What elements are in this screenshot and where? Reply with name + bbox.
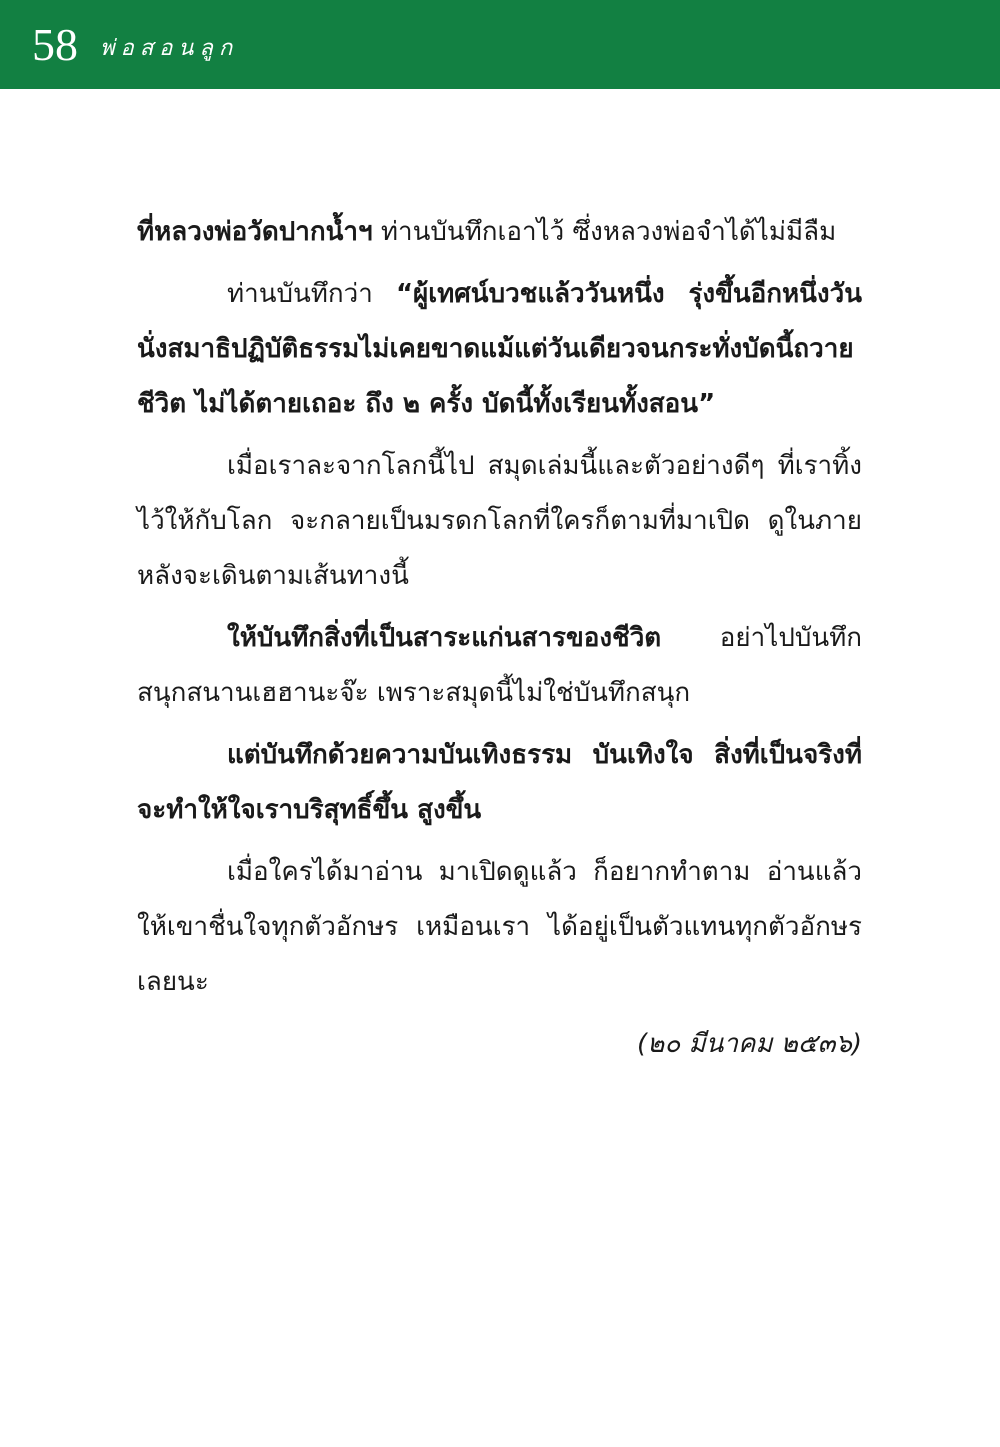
paragraph-6 xyxy=(137,845,862,1010)
paragraph-5-bold: แต่บันทึกด้วยความบันเทิงธรรม บันเทิงใจ สิ่งที่เป็นจริงที่จะทำให้ใจเราบริสุทธิ์ขึ้น สูงขึ้น xyxy=(137,740,862,825)
paragraph-5 xyxy=(137,728,862,838)
paragraph-4-text: อย่าไปบันทึกสนุกสนานเฮฮานะจ๊ะ เพราะสมุดนี้ไม่ใช่บันทึกสนุก xyxy=(137,623,862,708)
paragraph-4-bold: ให้บันทึกสิ่งที่เป็นสาระแก่นสารของชีวิต xyxy=(227,623,662,653)
body-text xyxy=(137,205,862,1079)
page-number: 58 xyxy=(32,18,78,70)
paragraph-1-bold: ที่หลวงพ่อวัดปากน้ำฯ xyxy=(137,217,373,247)
paragraph-2-quote: “ผู้เทศน์บวชแล้ววันหนึ่ง รุ่งขึ้นอีกหนึ่งวันนั่งสมาธิปฏิบัติธรรมไม่เคยขาดแม้แต่วันเดียวจนกระทั่งบัดนี้ถวายชีวิต ไม่ได้ตายเถอะ ถึง ๒ ครั้ง บัดนี้ทั้งเรียนทั้งสอน” xyxy=(137,279,862,419)
paragraph-2 xyxy=(137,267,862,432)
paragraph-1 xyxy=(137,205,862,260)
paragraph-3-text: เมื่อเราละจากโลกนี้ไป สมุดเล่มนี้และตัวอย่างดีๆ ที่เราทิ้งไว้ให้กับโลก จะกลายเป็นมรดกโลกที่ใครก็ตามที่มาเปิด ดูในภายหลังจะเดินตามเส้นทางนี้ xyxy=(137,451,862,591)
paragraph-4 xyxy=(137,611,862,721)
paragraph-6-text: เมื่อใครได้มาอ่าน มาเปิดดูแล้ว ก็อยากทำตาม อ่านแล้วให้เขาชื่นใจทุกตัวอักษร เหมือนเรา ได้อยู่เป็นตัวแทนทุกตัวอักษรเลยนะ xyxy=(137,857,862,997)
paragraph-2-text: ท่านบันทึกว่า xyxy=(227,279,396,309)
paragraph-3 xyxy=(137,439,862,604)
date-line: (๒๐ มีนาคม ๒๕๓๖) xyxy=(637,1029,862,1059)
paragraph-1-text: ท่านบันทึกเอาไว้ ซึ่งหลวงพ่อจำได้ไม่มีลืม xyxy=(372,217,837,247)
running-title: พ่อสอนลูก xyxy=(100,36,239,61)
header-bar xyxy=(0,0,1000,89)
